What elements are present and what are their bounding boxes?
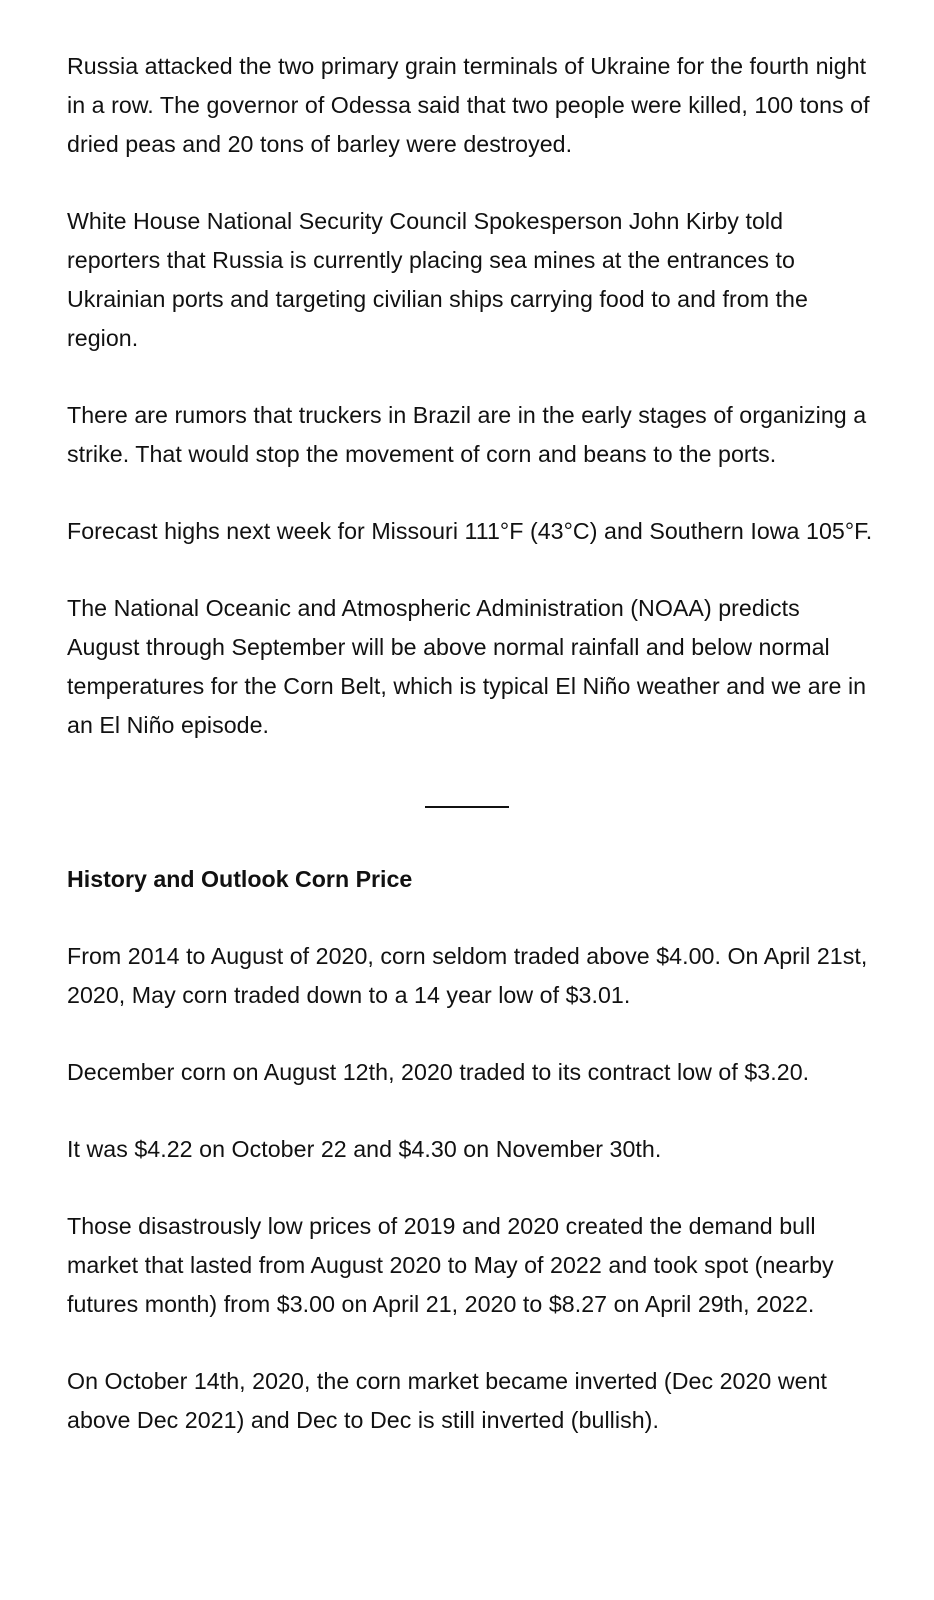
paragraph-sea-mines: White House National Security Council Spokesperson John Kirby told reporters that Russia is currently placing sea mines at the entrances to Ukrainian ports and targeting civilian ships carrying food to and from the region.: [67, 208, 808, 351]
paragraph-forecast-highs: Forecast highs next week for Missouri 111°F (43°C) and Southern Iowa 105°F.: [67, 518, 873, 544]
section-heading: History and Outlook Corn Price: [67, 866, 413, 892]
section-divider-wrap: [67, 783, 877, 822]
paragraph-corn-history: From 2014 to August of 2020, corn seldom traded above $4.00. On April 21st, 2020, May corn traded down to a 14 year low of $3.01.: [67, 943, 868, 1008]
section-divider: [425, 806, 509, 808]
paragraph-brazil-truckers: There are rumors that truckers in Brazil are in the early stages of organizing a strike. That would stop the movement of corn and beans to the ports.: [67, 402, 867, 467]
paragraph-bull-market: Those disastrously low prices of 2019 and 2020 created the demand bull market that lasted from August 2020 to May of 2022 and took spot (nearby futures month) from $3.00 on April 21, 2020 to $8.27 on April 29th, 2022.: [67, 1213, 834, 1317]
paragraph-inverted-market: On October 14th, 2020, the corn market became inverted (Dec 2020 went above Dec 2021) and Dec to Dec is still inverted (bullish).: [67, 1368, 828, 1433]
paragraph-grain-terminals: Russia attacked the two primary grain terminals of Ukraine for the fourth night in a row. The governor of Odessa said that two people were killed, 100 tons of dried peas and 20 tons of barley were destroyed.: [67, 53, 870, 157]
paragraph-december-corn: December corn on August 12th, 2020 traded to its contract low of $3.20.: [67, 1059, 810, 1085]
paragraph-october-november: It was $4.22 on October 22 and $4.30 on November 30th.: [67, 1136, 662, 1162]
paragraph-noaa-outlook: The National Oceanic and Atmospheric Administration (NOAA) predicts August through September will be above normal rainfall and below normal temperatures for the Corn Belt, which is typical El Niño weather and we are in an El Niño episode.: [67, 595, 867, 738]
article-body: [67, 47, 877, 1478]
